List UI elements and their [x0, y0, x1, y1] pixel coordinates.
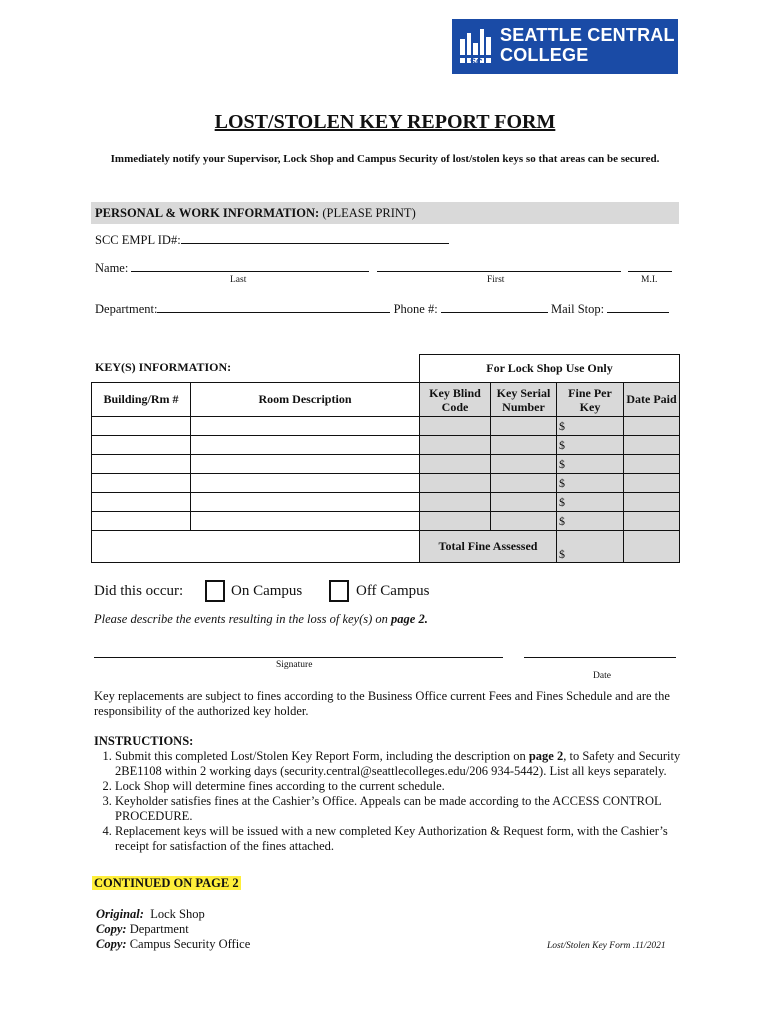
building-cell[interactable] [92, 474, 191, 493]
table-row [92, 474, 680, 493]
copy-value-2: Campus Security Office [129, 937, 251, 951]
serial-cell [491, 493, 557, 512]
first-caption: First [487, 275, 505, 285]
col-fine-per-key: Fine Per Key [557, 383, 624, 417]
instruction-item-1: 1. Submit this completed Lost/Stolen Key Report Form, including the description on page 2, to Safety and Security 2BE1108 within 2 working days (security.central@seattlecolleges.edu/206 934-5442). List all keys separately. [115, 749, 684, 779]
replacement-note: Key replacements are subject to fines according to the Business Office current Fees and Fines Schedule and are the responsibility of the authorized key holder. [94, 689, 670, 718]
building-cell[interactable] [92, 455, 191, 474]
serial-cell [491, 436, 557, 455]
describe-page: page 2. [391, 612, 428, 626]
mailstop-field[interactable] [607, 301, 669, 313]
blind-cell [420, 512, 491, 531]
form-title: LOST/STOLEN KEY REPORT FORM [214, 111, 556, 133]
col-key-serial: Key Serial Number [491, 383, 557, 417]
date-cell [624, 512, 680, 531]
room-cell[interactable] [191, 455, 420, 474]
mailstop-label: Mail Stop: [550, 302, 605, 316]
copy-label-1: Copy: [96, 922, 127, 936]
total-fine-cell: $ [557, 531, 624, 563]
last-name-field[interactable] [131, 260, 369, 272]
total-date-cell [624, 531, 680, 563]
middle-initial-field[interactable] [628, 260, 672, 272]
form-version: Lost/Stolen Key Form .11/2021 [547, 941, 666, 951]
serial-cell [491, 455, 557, 474]
signature-line[interactable] [94, 657, 503, 658]
occur-question: Did this occur: [94, 583, 184, 599]
lockshop-header: For Lock Shop Use Only [420, 355, 680, 383]
original-label: Original: [96, 907, 144, 921]
table-row [92, 436, 680, 455]
date-cell [624, 436, 680, 455]
svg-text:SC: SC [470, 57, 483, 67]
personal-section-header [91, 202, 679, 224]
room-cell[interactable] [191, 436, 420, 455]
instructions-section [94, 734, 684, 854]
blind-cell [420, 436, 491, 455]
department-field[interactable] [157, 301, 390, 313]
college-logo [452, 19, 678, 74]
describe-prefix: Please describe the events resulting in the loss of key(s) on [94, 612, 392, 626]
room-cell[interactable] [191, 417, 420, 436]
describe-text [94, 612, 428, 627]
personal-heading-note: (PLEASE PRINT) [322, 206, 416, 220]
building-cell[interactable] [92, 417, 191, 436]
instruction-item-2: 2. Lock Shop will determine fines according to the current schedule. [115, 779, 684, 794]
instructions-heading: INSTRUCTIONS: [94, 734, 194, 748]
logo-line-2: COLLEGE [500, 45, 589, 65]
name-row [95, 260, 672, 276]
continued-highlight: CONTINUED ON PAGE 2 [94, 876, 239, 890]
serial-cell [491, 512, 557, 531]
logo-line-1: SEATTLE CENTRAL [500, 25, 675, 45]
on-campus-label: On Campus [231, 583, 303, 599]
blind-cell [420, 493, 491, 512]
col-building: Building/Rm # [92, 383, 191, 417]
date-caption: Date [593, 671, 611, 681]
on-campus-checkbox[interactable] [205, 580, 225, 602]
col-key-blind: Key Blind Code [420, 383, 491, 417]
skyline-logo-icon [458, 25, 494, 67]
notice-text: Immediately notify your Supervisor, Lock Shop and Campus Security of lost/stolen keys so that areas can be secured. [110, 153, 660, 165]
name-label: Name: [95, 261, 129, 275]
table-row [92, 493, 680, 512]
blind-cell [420, 474, 491, 493]
empl-id-label: SCC EMPL ID#: [95, 233, 181, 247]
department-row [95, 301, 669, 317]
continued-note [92, 876, 241, 891]
table-row [92, 417, 680, 436]
date-line[interactable] [524, 657, 676, 658]
signature-caption: Signature [276, 660, 313, 670]
instruction-item-3: 3. Keyholder satisfies fines at the Cashier’s Office. Appeals can be made according to the ACCESS CONTROL PROCEDURE. [115, 794, 684, 824]
fine-cell: $ [557, 436, 624, 455]
department-label: Department: [95, 302, 158, 316]
table-row [92, 512, 680, 531]
fine-cell: $ [557, 474, 624, 493]
total-fine-label: Total Fine Assessed [420, 531, 557, 563]
building-cell[interactable] [92, 493, 191, 512]
date-cell [624, 417, 680, 436]
date-cell [624, 455, 680, 474]
col-date-paid: Date Paid [624, 383, 680, 417]
total-blank-cell [92, 531, 191, 563]
building-cell[interactable] [92, 512, 191, 531]
room-cell[interactable] [191, 512, 420, 531]
first-name-field[interactable] [377, 260, 621, 272]
room-cell[interactable] [191, 493, 420, 512]
original-value: Lock Shop [150, 907, 205, 921]
phone-label: Phone #: [393, 302, 438, 316]
mi-caption: M.I. [641, 275, 658, 285]
keys-heading: KEY(S) INFORMATION: [95, 360, 232, 374]
fine-cell: $ [557, 455, 624, 474]
distribution-list [96, 907, 250, 952]
empl-id-row [95, 232, 449, 248]
col-room-description: Room Description [191, 383, 420, 417]
serial-cell [491, 474, 557, 493]
empl-id-field[interactable] [181, 232, 449, 244]
blind-cell [420, 455, 491, 474]
fine-cell: $ [557, 417, 624, 436]
fine-cell: $ [557, 493, 624, 512]
keys-table [91, 354, 680, 563]
date-cell [624, 493, 680, 512]
instruction-item-4: 4. Replacement keys will be issued with a new completed Key Authorization & Request form, with the Cashier’s receipt for satisfaction of the fines attached. [115, 824, 684, 854]
personal-heading: PERSONAL & WORK INFORMATION: [95, 206, 320, 220]
serial-cell [491, 417, 557, 436]
table-row [92, 455, 680, 474]
copy-label-2: Copy: [96, 937, 127, 951]
building-cell[interactable] [92, 436, 191, 455]
off-campus-checkbox[interactable] [329, 580, 349, 602]
blind-cell [420, 417, 491, 436]
copy-value-1: Department [129, 922, 189, 936]
date-cell [624, 474, 680, 493]
off-campus-label: Off Campus [356, 583, 430, 599]
last-caption: Last [230, 275, 247, 285]
phone-field[interactable] [441, 301, 548, 313]
room-cell[interactable] [191, 474, 420, 493]
fine-cell: $ [557, 512, 624, 531]
